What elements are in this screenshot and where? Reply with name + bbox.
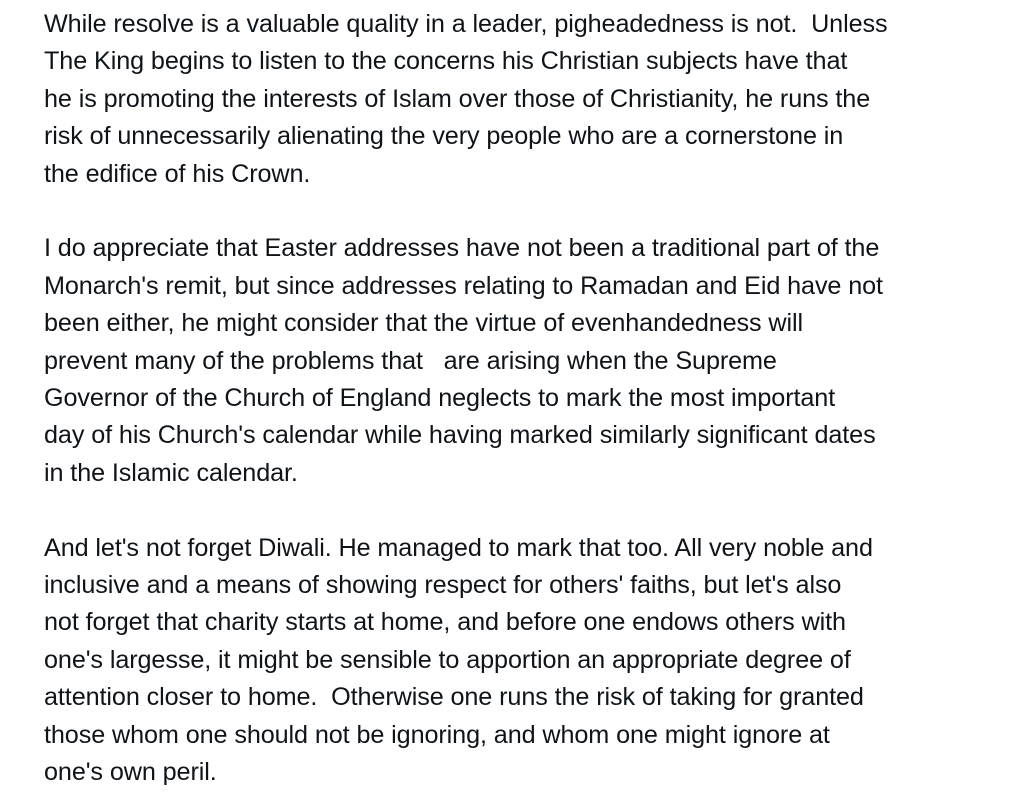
- text-line: attention closer to home. Otherwise one runs the risk of taking for granted: [44, 683, 864, 712]
- text-line: Monarch's remit, but since addresses relating to Ramadan and Eid have not: [44, 271, 883, 300]
- text-line: I do appreciate that Easter addresses have not been a traditional part of the: [44, 234, 880, 263]
- text-line: inclusive and a means of showing respect for others' faiths, but let's also: [44, 571, 842, 600]
- post-body: [44, 6, 1012, 792]
- text-line: While resolve is a valuable quality in a leader, pigheadedness is not. Unless: [44, 10, 888, 38]
- text-line: those whom one should not be ignoring, and whom one might ignore at: [44, 720, 830, 749]
- text-line: Governor of the Church of England neglects to mark the most important: [44, 384, 836, 413]
- text-line: been either, he might consider that the virtue of evenhandedness will: [44, 309, 804, 338]
- text-line: The King begins to listen to the concerns his Christian subjects have that: [44, 47, 848, 76]
- text-line: he is promoting the interests of Islam over those of Christianity, he runs the: [44, 84, 871, 113]
- post-paragraph: [44, 230, 1012, 492]
- text-line: in the Islamic calendar.: [44, 458, 298, 487]
- text-line: risk of unnecessarily alienating the very people who are a cornerstone in: [44, 122, 844, 151]
- text-line: not forget that charity starts at home, and before one endows others with: [44, 608, 846, 637]
- text-line: day of his Church's calendar while having marked similarly significant dates: [44, 421, 876, 450]
- text-line: the edifice of his Crown.: [44, 159, 311, 188]
- text-line: one's largesse, it might be sensible to apportion an appropriate degree of: [44, 645, 851, 674]
- text-line: one's own peril.: [44, 758, 217, 787]
- text-line: prevent many of the problems that are arising when the Supreme: [44, 346, 777, 375]
- post-paragraph: [44, 6, 1012, 193]
- post-paragraph: [44, 530, 1012, 792]
- text-line: And let's not forget Diwali. He managed to mark that too. All very noble and: [44, 533, 873, 562]
